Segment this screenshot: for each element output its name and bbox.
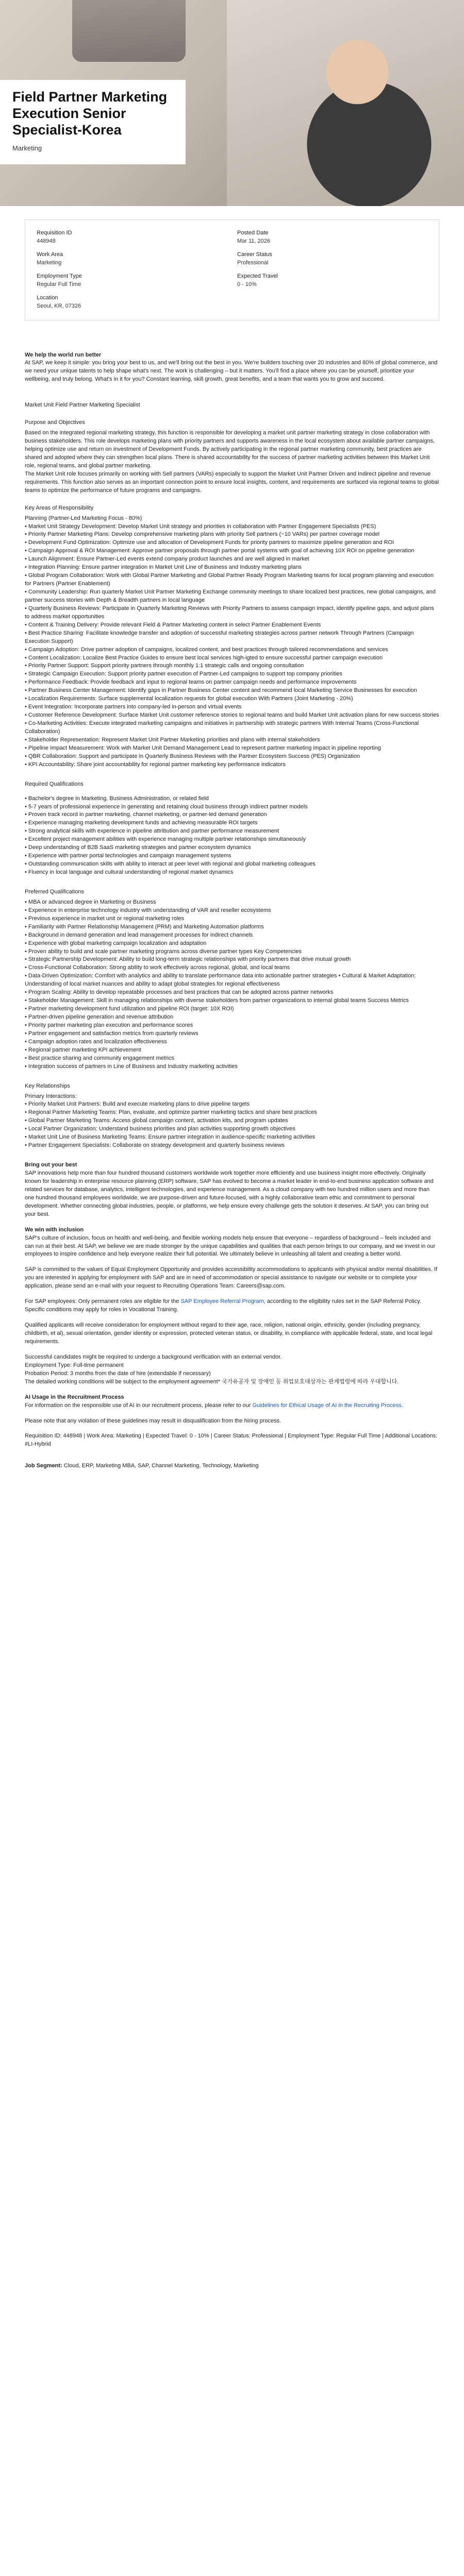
job-title: Field Partner Marketing Execution Senior Specialist-Korea: [12, 89, 168, 138]
required-qualification-item: • Bachelor's degree in Marketing, Business Administration, or related field: [25, 795, 209, 802]
required-title: Required Qualifications: [25, 781, 84, 787]
relationship-item: • Global Partner Marketing Teams: Access global campaign content, activation kits, and program updates: [25, 1117, 288, 1124]
preferred-qualification-item: • Campaign adoption rates and localization effectiveness: [25, 1038, 167, 1045]
preferred-qualification-item: • Experience with global marketing campaign localization and adaptation: [25, 940, 207, 946]
responsibilities-subtitle: Planning (Partner-Led Marketing Focus - 80%): [25, 515, 142, 521]
responsibility-item: • KPI Accountability: Share joint accountability for regional partner marketing key performance indicators: [25, 761, 286, 768]
relationship-item: • Market Unit Line of Business Marketing Teams: Ensure partner integration in audience-specific marketing activities: [25, 1134, 316, 1141]
ai-heading: AI Usage in the Recruitment Process: [25, 1394, 124, 1400]
info-location: Location Seoul, KR, 07326: [37, 294, 81, 309]
responsibilities-list: [25, 523, 439, 769]
ai-text: For information on the responsible use of AI in our recruitment process, please refer to our Guidelines for Ethical Usage of AI in the Recruiting Process.: [25, 1402, 403, 1409]
relationships-subtitle: Primary Interactions:: [25, 1093, 77, 1099]
job-title-card: [0, 80, 186, 164]
preferred-qualification-item: • MBA or advanced degree in Marketing or Business: [25, 899, 156, 905]
referral-program-link[interactable]: SAP Employee Referral Program: [180, 1298, 264, 1305]
responsibility-item: • Partner Business Center Management: Identify gaps in Partner Business Center content and recommend local Marketing Service Businesses for execution: [25, 687, 417, 694]
responsibility-item: • Development Fund Optimization: Optimize use and allocation of Development Funds for priority partners to maximize pipeline generation and ROI: [25, 539, 394, 546]
job-segment: Job Segment: Cloud, ERP, Marketing MBA, SAP, Channel Marketing, Technology, Marketing: [25, 1463, 259, 1469]
job-description: [25, 351, 439, 1471]
preferred-qualification-item: • Data-Driven Optimization: Comfort with analytics and ability to translate performance data into actionable partner strategies • Cultural & Market Adaptation: Understanding of local market nuances and ability to adapt global strategies for regional effectiveness: [25, 973, 416, 988]
hero-photo: [227, 0, 464, 206]
preferred-qualification-item: • Program Scaling: Ability to develop repeatable processes and best practices that can be adopted across partner networks: [25, 989, 334, 996]
intro-heading: We help the world run better: [25, 351, 102, 358]
preferred-qualification-item: • Strategic Partnership Development: Ability to build long-term strategic relationships with priority partners that drive mutual growth: [25, 956, 351, 963]
required-qualification-item: • Experience with partner portal technologies and campaign management systems: [25, 853, 231, 859]
preferred-qualification-item: • Familiarity with Partner Relationship Management (PRM) and Marketing Automation platforms: [25, 923, 264, 930]
preferred-qualification-item: • Priority partner marketing plan execution and performance scores: [25, 1022, 193, 1028]
responsibility-item: • Content & Training Delivery: Provide relevant Field & Partner Marketing content in select Partner Enablement Events: [25, 621, 321, 628]
preferred-qualification-item: • Partner-driven pipeline generation and revenue attribution: [25, 1014, 174, 1020]
responsibility-item: • Pipeline Impact Measurement: Work with Market Unit Demand Management Lead to represent partner marketing impact in pipeline reporting: [25, 744, 381, 751]
responsibility-item: • Performance Feedback: Provide feedback and input to regional teams on partner campaign needs and performance improvements: [25, 679, 357, 686]
intro-text: At SAP, we keep it simple: you bring your best to us, and we'll bring out the best in you. We're builders touching over 20 industries and 80% of global commerce, and we need your unique talents to help shape what's next. The work is challenging – but it matters. You'll find a place where you can be yourself, prioritize your wellbeing, and truly belong. What's in it for you? Constant learning, skill growth, great benefits, and a team that wants you to grow and succeed.: [25, 360, 438, 383]
ai-guidelines-link[interactable]: Guidelines for Ethical Usage of AI in the Recruiting Process: [252, 1402, 402, 1409]
preferred-qualification-item: • Partner marketing development fund utilization and pipeline ROI (target: 10X ROI): [25, 1006, 234, 1012]
preferred-qualification-item: • Proven ability to build and scale partner marketing programs across diverse partner types Key Competencies: [25, 948, 302, 955]
responsibility-item: • Campaign Adoption: Drive partner adoption of campaigns, localized content, and best practices through tailored recommendations and services: [25, 646, 388, 653]
inclusion-text: SAP's culture of inclusion, focus on health and well-being, and flexible working models help ensure that everyone – regardless of background – feels included and can run at their best. At SAP, we believe we are made stronger by the unique capabilities and qualities that each person brings to our company, and we invest in our employees to inspire confidence and help everyone realize their full potential. We ultimately believe in unleashing all talent and creating a better world.: [25, 1234, 436, 1258]
preferred-qualification-item: • Stakeholder Management: Skill in managing relationships with diverse stakeholders from partner organizations to internal global teams Success Metrics: [25, 997, 409, 1004]
info-requisition-id: Requisition ID 448948: [37, 230, 72, 244]
responsibility-item: • Customer Reference Development: Surface Market Unit customer reference stories to regional teams and build Market Unit activation plans for new success stories: [25, 712, 439, 719]
referral-text: For SAP employees: Only permanent roles are eligible for the SAP Employee Referral Program, according to the eligibility rules set in the SAP Referral Policy. Specific conditions may apply for roles in Vocational Training.: [25, 1298, 421, 1313]
responsibility-item: • Strategic Campaign Execution: Support priority partner execution of Partner-Led campaigns to support top company priorities: [25, 671, 342, 677]
preferred-title: Preferred Qualifications: [25, 888, 84, 895]
hero-laptop-image: [72, 0, 186, 62]
purpose-title: Purpose and Objectives: [25, 419, 85, 426]
relationship-item: • Regional Partner Marketing Teams: Plan, evaluate, and optimize partner marketing tactics and share best practices: [25, 1109, 317, 1116]
responsibility-item: • Integration Planning: Ensure partner integration in Market Unit Line of Business and Industry marketing plans: [25, 564, 302, 571]
responsibilities-title: Key Areas of Responsibility: [25, 504, 94, 511]
responsibility-item: • Content Localization: Localize Best Practice Guides to ensure best local services high-igted to ensure successful partner campaign execution: [25, 654, 383, 661]
responsibility-item: • Stakeholder Representation: Represent Market Unit Partner Marketing priorities and plans with internal stakeholders: [25, 736, 320, 743]
job-info-box: [25, 219, 439, 320]
preferred-qualification-item: • Experience in enterprise technology industry with understanding of VAR and reseller ecosystems: [25, 907, 271, 913]
required-qualification-item: • Experience managing marketing development funds and achieving measurable ROI targets: [25, 820, 258, 826]
required-qualification-item: • Strong analytical skills with experience in pipeline attribution and partner performance measurement: [25, 828, 279, 835]
relationships-title: Key Relationships: [25, 1082, 71, 1089]
purpose-paragraph-1: Based on the integrated regional marketing strategy, this function is responsible for developing a market unit partner marketing strategy in close collaboration with business stakeholders. This role develops marketing plans with priority partners and supports awareness in the local ecosystem about available partner campaigns, helping optimize use and return on investment of Development Funds. By actively participating in the regional partner marketing community, best practices are shared and adopted where they can strengthen local plans. There is shared accountability for the success of partner marketing activities between this Market Unit role, regional teams, and global partner marketing.: [25, 430, 435, 469]
info-career-status: Career Status Professional: [237, 251, 272, 266]
responsibility-item: • Event Integration: Incorporate partners into company-led in-person and virtual events: [25, 704, 242, 710]
info-posted-date: Posted Date Mar 11, 2026: [237, 230, 271, 244]
responsibility-item: • Co-Marketing Activities: Execute integrated marketing campaigns and initiatives in partnership with strategic partners With Internal Teams (Cross-Functional Collaboration): [25, 720, 419, 735]
required-qualification-item: • 5-7 years of professional experience in generating and retaining cloud business through indirect partner models: [25, 803, 308, 810]
required-qualification-item: • Deep understanding of B2B SaaS marketing strategies and partner ecosystem dynamics: [25, 844, 251, 851]
job-category: Marketing: [12, 144, 42, 152]
responsibility-item: • Community Leadership: Run quarterly Market Unit Partner Marketing Exchange community meetings to share localized best practices, new global campaigns, and partner success stories with Depth & Breadth partners in local language: [25, 589, 436, 603]
responsibility-item: • Launch Alignment: Ensure Partner-Led events extend company product launches and are well aligned in market: [25, 556, 309, 563]
responsibility-item: • Quarterly Business Reviews: Participate in Quarterly Marketing Reviews with Priority Partners to assess campaign impact, identify pipeline gaps, and adjust plans to address market opportunities: [25, 605, 434, 620]
info-expected-travel: Expected Travel 0 - 10%: [237, 273, 278, 287]
relationship-item: • Partner Engagement Specialists: Collaborate on strategy development and quarterly business reviews: [25, 1142, 285, 1149]
bring-best-text: SAP innovations help more than four hundred thousand customers worldwide work together more efficiently and use business insight more effectively. Originally known for leadership in enterprise resource planning (ERP) software, SAP has evolved to become a market leader in end-to-end business application software and related services for database, analytics, intelligent technologies, and experience management. As a cloud company with two hundred million users and more than one hundred thousand employees worldwide, we are purpose-driven and future-focused, with a highly collaborative team ethic and commitment to personal development. Whether connecting global industries, people, or platforms, we help ensure every challenge gets the solution it deserves. At SAP, you can bring out your best.: [25, 1170, 434, 1217]
relationships-list: [25, 1100, 439, 1150]
preferred-qualification-item: • Regional partner marketing KPI achievement: [25, 1046, 141, 1053]
preferred-list: [25, 899, 439, 1071]
relationship-item: • Priority Market Unit Partners: Build and execute marketing plans to drive pipeline targets: [25, 1101, 250, 1108]
purpose-paragraph-2: The Market Unit role focuses primarily on working with Sell partners (VARs) especially to support the Market Unit Partner Driven and Indirect pipeline and revenue requirements. This function also serves as an important connection point to ensure local insights, content, and requirements are surfaced via regional teams to global teams to optimize the performance of future programs and campaigns.: [25, 470, 439, 494]
bring-best-heading: Bring out your best: [25, 1162, 77, 1168]
required-qualification-item: • Excellent project management abilities with experience managing multiple partner relationships simultaneously: [25, 836, 306, 843]
responsibility-item: • Best Practice Sharing: Facilitate knowledge transfer and adoption of successful marketing strategies across partner network Through Partners (Campaign Execution Support): [25, 630, 414, 645]
preferred-qualification-item: • Partner engagement and satisfaction metrics from quarterly reviews: [25, 1030, 198, 1037]
hero-banner: [0, 0, 464, 206]
preferred-qualification-item: • Previous experience in market unit or regional marketing roles: [25, 915, 184, 922]
required-qualification-item: • Fluency in local language and cultural understanding of regional market dynamics: [25, 869, 234, 875]
inclusion-heading: We win with inclusion: [25, 1226, 84, 1233]
responsibility-item: • Market Unit Strategy Development: Develop Market Unit strategy and priorities in collaboration with Partner Engagement Specialists (PES): [25, 523, 376, 530]
preferred-qualification-item: • Integration success of partners in Line of Business and Industry marketing activities: [25, 1063, 238, 1070]
qualified-text: Qualified applicants will receive consideration for employment without regard to their age, race, religion, national origin, ethnicity, gender (including pregnancy, childbirth, et al), sexual orientation, gender identity or expression, protected veteran status, or disability, in compliance with applicable federal, state, and local legal requirements.: [25, 1322, 433, 1345]
relationship-item: • Local Partner Organization: Understand business priorities and plan activities supporting growth objectives: [25, 1126, 295, 1132]
background-text: Successful candidates might be required to undergo a background verification with an external vendor. Employment Type: Full-time permanent Probation Period: 3 months from the date of hire (extendable if necessary) The detailed working conditions will be subject to the employment agreement* 국가유공자 및 장애인 등 취업보호대상자는 관계법령에 따라 우대합니다.: [25, 1353, 399, 1385]
eeo-text: SAP is committed to the values of Equal Employment Opportunity and provides accessibility accommodations to applicants with physical and/or mental disabilities. If you are interested in applying for employment with SAP and are in need of accommodation or special assistance to navigate our website or to complete your application, please send an e-mail with your request to Recruiting Operations Team: Careers@sap.com.: [25, 1266, 438, 1290]
responsibility-item: • Priority Partner Marketing Plans: Develop comprehensive marketing plans with priority Sell partners (~10 VARs) per partner coverage model: [25, 531, 380, 538]
preferred-qualification-item: • Best practice sharing and community engagement metrics: [25, 1055, 174, 1061]
responsibility-item: • Campaign Approval & ROI Management: Approve partner proposals through partner portal systems with goal of achieving 10X ROI on pipeline generation: [25, 548, 415, 554]
preferred-qualification-item: • Background in demand generation and lead management processes for indirect channels: [25, 931, 253, 938]
required-list: [25, 795, 439, 877]
info-work-area: Work Area Marketing: [37, 251, 63, 266]
misuse-text: Please note that any violation of these guidelines may result in disqualification from the hiring process.: [25, 1417, 281, 1424]
role-title: Market Unit Field Partner Marketing Specialist: [25, 402, 140, 409]
responsibility-item: • Localization Requirements: Surface supplemental localization requests for global execution With Partners (Joint Marketing - 20%): [25, 696, 353, 702]
responsibility-item: • Priority Partner Support: Support priority partners through monthly 1:1 strategic calls and ongoing consultation: [25, 663, 304, 669]
responsibility-item: • QBR Collaboration: Support and participate in Quarterly Business Reviews with the Partner Ecosystem Success (PES) Organization: [25, 753, 360, 759]
preferred-qualification-item: • Cross-Functional Collaboration: Strong ability to work effectively across regional, global, and local teams: [25, 964, 290, 971]
requisition-meta-line: Requisition ID: 448948 | Work Area: Marketing | Expected Travel: 0 - 10% | Career Status: Professional | Employment Type: Regular Full Time | Additional Locations: #LI-Hybrid: [25, 1433, 438, 1448]
required-qualification-item: • Outstanding communication skills with ability to interact at peer level with regional and global marketing colleagues: [25, 861, 316, 868]
required-qualification-item: • Proven track record in partner marketing, channel marketing, or partner-led demand generation: [25, 811, 267, 818]
info-employment-type: Employment Type Regular Full Time: [37, 273, 82, 287]
responsibility-item: • Global Program Collaboration: Work with Global Partner Marketing and Global Partner Ready Program Marketing teams for local program planning and execution for Partners (Partner Enablement): [25, 572, 434, 587]
